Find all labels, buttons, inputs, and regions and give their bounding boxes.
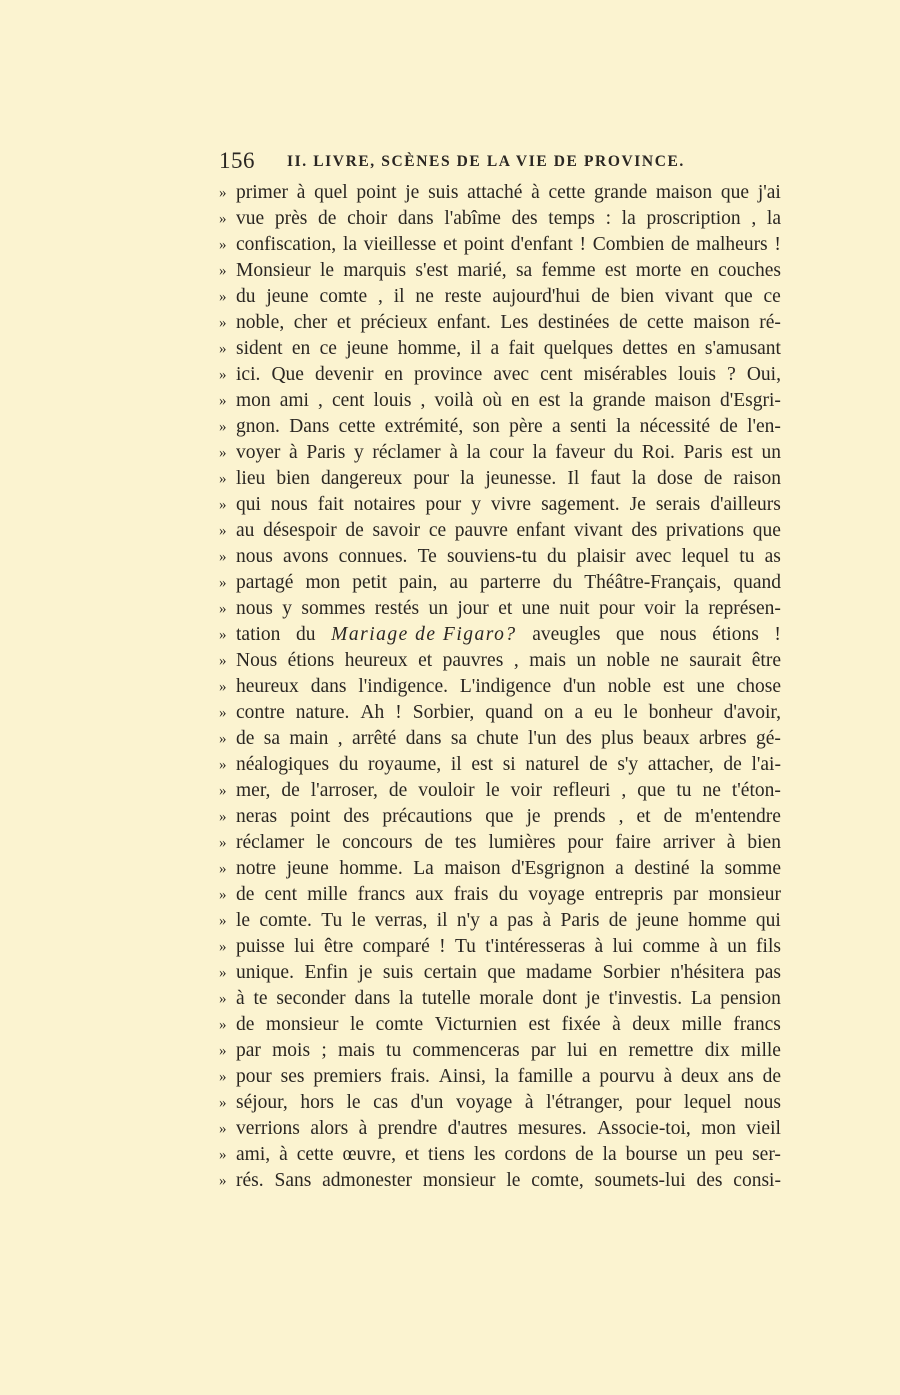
quote-mark: » xyxy=(219,237,227,253)
line-text: unique. Enfin je suis certain que madame Sorbier n'hésitera pas xyxy=(236,962,781,983)
line-text: pour ses premiers frais. Ainsi, la famille a pourvu à deux ans de xyxy=(236,1066,781,1087)
line-text: rés. Sans admonester monsieur le comte, soumets-lui des consi- xyxy=(236,1170,781,1191)
text-line xyxy=(219,440,781,466)
quote-mark: » xyxy=(219,653,227,669)
line-text: verrions alors à prendre d'autres mesures. Associe-toi, mon vieil xyxy=(236,1118,781,1139)
line-text: lieu bien dangereux pour la jeunesse. Il faut la dose de raison xyxy=(236,468,781,489)
text-line xyxy=(219,258,781,284)
running-header xyxy=(219,148,781,176)
line-text: sident en ce jeune homme, il a fait quelques dettes en s'amusant xyxy=(236,338,781,359)
text-line xyxy=(219,544,781,570)
quote-mark: » xyxy=(219,913,227,929)
text-line xyxy=(219,622,781,648)
line-text: puisse lui être comparé ! Tu t'intéresseras à lui comme à un fils xyxy=(236,936,781,957)
line-text: le comte. Tu le verras, il n'y a pas à Paris de jeune homme qui xyxy=(236,910,781,931)
quote-mark: » xyxy=(219,1121,227,1137)
text-line xyxy=(219,778,781,804)
text-line xyxy=(219,960,781,986)
text-line xyxy=(219,310,781,336)
quote-mark: » xyxy=(219,887,227,903)
line-text: ici. Que devenir en province avec cent misérables louis ? Oui, xyxy=(236,364,781,385)
line-text: de cent mille francs aux frais du voyage entrepris par monsieur xyxy=(236,884,781,905)
line-text: partagé mon petit pain, au parterre du Théâtre-Français, quand xyxy=(236,572,781,593)
text-line xyxy=(219,648,781,674)
quote-mark: » xyxy=(219,341,227,357)
line-text: Nous étions heureux et pauvres , mais un noble ne saurait être xyxy=(236,650,781,671)
line-text: ami, à cette œuvre, et tiens les cordons de la bourse un peu ser- xyxy=(236,1144,781,1165)
text-line xyxy=(219,908,781,934)
line-text: voyer à Paris y réclamer à la cour la faveur du Roi. Paris est un xyxy=(236,442,781,463)
quote-mark: » xyxy=(219,1147,227,1163)
text-line xyxy=(219,1038,781,1064)
line-text: du jeune comte , il ne reste aujourd'hui de bien vivant que ce xyxy=(236,286,781,307)
quote-mark: » xyxy=(219,1173,227,1189)
text-line xyxy=(219,596,781,622)
line-text: noble, cher et précieux enfant. Les destinées de cette maison ré- xyxy=(236,312,781,333)
quote-mark: » xyxy=(219,211,227,227)
line-text: par mois ; mais tu commenceras par lui en remettre dix mille xyxy=(236,1040,781,1061)
quote-mark: » xyxy=(219,289,227,305)
quote-mark: » xyxy=(219,861,227,877)
line-text: réclamer le concours de tes lumières pour faire arriver à bien xyxy=(236,832,781,853)
text-line xyxy=(219,492,781,518)
line-text: nous avons connues. Te souviens-tu du plaisir avec lequel tu as xyxy=(236,546,781,567)
text-line xyxy=(219,466,781,492)
quote-mark: » xyxy=(219,757,227,773)
running-title: II. LIVRE, SCÈNES DE LA VIE DE PROVINCE. xyxy=(287,153,685,170)
text-line xyxy=(219,1168,781,1194)
quote-mark: » xyxy=(219,185,227,201)
line-text: vue près de choir dans l'abîme des temps : la proscription , la xyxy=(236,208,781,229)
text-line xyxy=(219,934,781,960)
quote-mark: » xyxy=(219,627,227,643)
line-text: de monsieur le comte Victurnien est fixée à deux mille francs xyxy=(236,1014,781,1035)
line-text: Monsieur le marquis s'est marié, sa femme est morte en couches xyxy=(236,260,781,281)
quote-mark: » xyxy=(219,575,227,591)
quote-mark: » xyxy=(219,835,227,851)
line-text: notre jeune homme. La maison d'Esgrignon a destiné la somme xyxy=(236,858,781,879)
text-line xyxy=(219,1090,781,1116)
text-line xyxy=(219,830,781,856)
quote-mark: » xyxy=(219,705,227,721)
text-line xyxy=(219,700,781,726)
quote-mark: » xyxy=(219,1069,227,1085)
text-line xyxy=(219,804,781,830)
text-line xyxy=(219,1064,781,1090)
line-text: confiscation, la vieillesse et point d'enfant ! Combien de malheurs ! xyxy=(236,234,781,255)
text-line xyxy=(219,232,781,258)
text-line xyxy=(219,284,781,310)
quote-mark: » xyxy=(219,445,227,461)
line-text: neras point des précautions que je prends , et de m'entendre xyxy=(236,806,781,827)
page-number: 156 xyxy=(219,148,255,173)
quote-mark: » xyxy=(219,497,227,513)
line-text: contre nature. Ah ! Sorbier, quand on a eu le bonheur d'avoir, xyxy=(236,702,781,723)
quote-mark: » xyxy=(219,471,227,487)
quote-mark: » xyxy=(219,679,227,695)
line-text: primer à quel point je suis attaché à cette grande maison que j'ai xyxy=(236,182,781,203)
line-text-with-italic-title: tation du Mariage de Figaro? aveugles que nous étions ! xyxy=(236,622,781,648)
quote-mark: » xyxy=(219,367,227,383)
text-line xyxy=(219,1116,781,1142)
text-line xyxy=(219,388,781,414)
text-line xyxy=(219,1012,781,1038)
quote-mark: » xyxy=(219,783,227,799)
line-text: heureux dans l'indigence. L'indigence d'un noble est une chose xyxy=(236,676,781,697)
quote-mark: » xyxy=(219,939,227,955)
quote-mark: » xyxy=(219,393,227,409)
quote-mark: » xyxy=(219,809,227,825)
line-text: au désespoir de savoir ce pauvre enfant vivant des privations que xyxy=(236,520,781,541)
text-line xyxy=(219,1142,781,1168)
text-line xyxy=(219,206,781,232)
page-body-text xyxy=(219,180,781,1194)
line-text: mer, de l'arroser, de vouloir le voir refleuri , que tu ne t'éton- xyxy=(236,780,781,801)
quote-mark: » xyxy=(219,1095,227,1111)
line-text: séjour, hors le cas d'un voyage à l'étranger, pour lequel nous xyxy=(236,1092,781,1113)
quote-mark: » xyxy=(219,263,227,279)
quote-mark: » xyxy=(219,419,227,435)
text-line xyxy=(219,518,781,544)
italic-title: Mariage de Figaro? xyxy=(331,624,517,645)
quote-mark: » xyxy=(219,1017,227,1033)
text-line xyxy=(219,414,781,440)
text-line xyxy=(219,180,781,206)
quote-mark: » xyxy=(219,549,227,565)
text-line xyxy=(219,856,781,882)
line-text: nous y sommes restés un jour et une nuit pour voir la représen- xyxy=(236,598,781,619)
text-line xyxy=(219,362,781,388)
line-text: de sa main , arrêté dans sa chute l'un des plus beaux arbres gé- xyxy=(236,728,781,749)
quote-mark: » xyxy=(219,991,227,1007)
quote-mark: » xyxy=(219,601,227,617)
line-text: mon ami , cent louis , voilà où en est la grande maison d'Esgri- xyxy=(236,390,781,411)
text-line xyxy=(219,986,781,1012)
line-text: à te seconder dans la tutelle morale dont je t'investis. La pension xyxy=(236,988,781,1009)
line-text: néalogiques du royaume, il est si naturel de s'y attacher, de l'ai- xyxy=(236,754,781,775)
quote-mark: » xyxy=(219,523,227,539)
line-text: gnon. Dans cette extrémité, son père a senti la nécessité de l'en- xyxy=(236,416,781,437)
text-line xyxy=(219,882,781,908)
quote-mark: » xyxy=(219,965,227,981)
text-line xyxy=(219,674,781,700)
text-line xyxy=(219,726,781,752)
text-line xyxy=(219,570,781,596)
text-line xyxy=(219,752,781,778)
quote-mark: » xyxy=(219,731,227,747)
quote-mark: » xyxy=(219,1043,227,1059)
text-line xyxy=(219,336,781,362)
quote-mark: » xyxy=(219,315,227,331)
line-text: qui nous fait notaires pour y vivre sagement. Je serais d'ailleurs xyxy=(236,494,781,515)
